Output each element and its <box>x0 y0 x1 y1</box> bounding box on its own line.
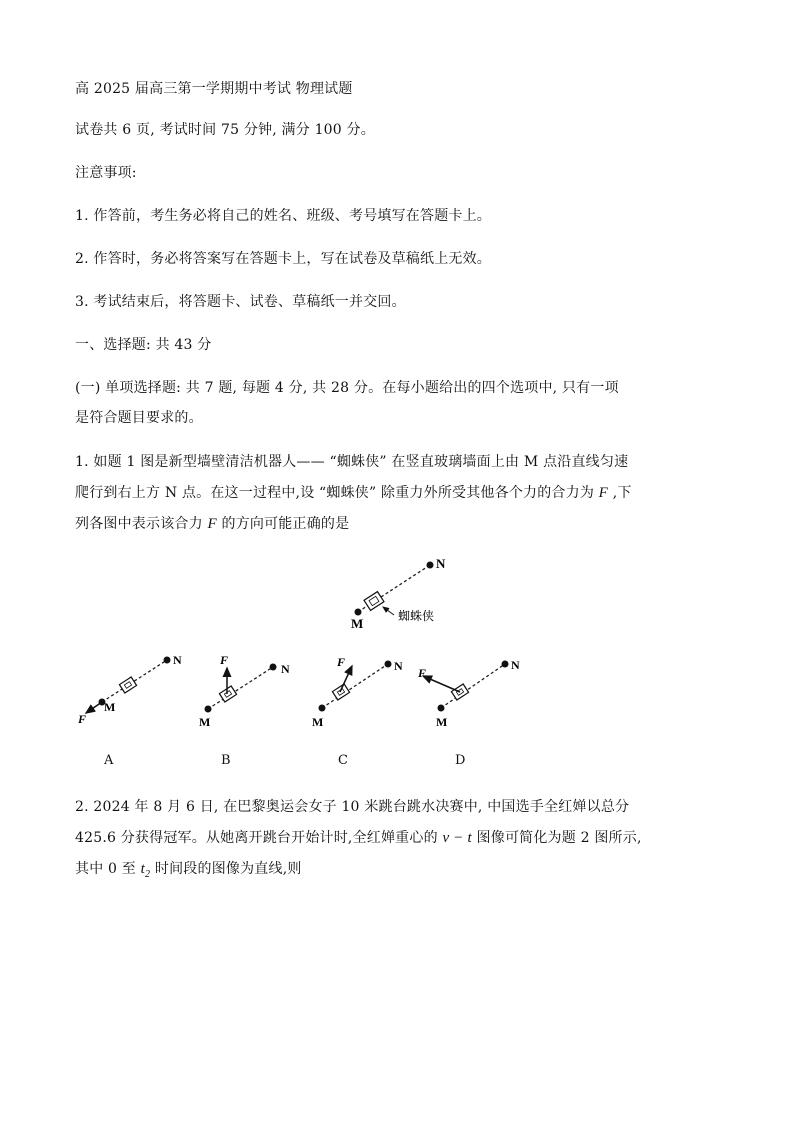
q2-var-t2: $t_2$ <box>140 861 151 880</box>
svg-text:F: F <box>337 655 346 669</box>
q2-text-line2: 425.6 分获得冠军。从她离开跳台开始计时,全红婵重心的 v − t 图像可简化为题 2 图所示, <box>75 830 642 846</box>
option-d-diagram <box>417 658 520 729</box>
option-label-b: B <box>221 753 231 768</box>
point-m <box>355 609 362 616</box>
q1-figure <box>0 540 794 800</box>
page-title: 高 2025 届高三第一学期期中考试 物理试题 <box>75 81 353 97</box>
section-instructions-line2: 是符合题目要求的。 <box>75 410 203 426</box>
svg-text:F: F <box>78 712 87 726</box>
note-item-2: 2. 作答时，务必将答案写在答题卡上，写在试卷及草稿纸上无效。 <box>75 251 492 267</box>
force-arrow-d <box>423 676 460 692</box>
note-item-1: 1. 作答前，考生务必将自己的姓名、班级、考号填写在答题卡上。 <box>75 208 492 224</box>
svg-text:N: N <box>511 658 520 672</box>
q1-text-line1: 1. 如题 1 图是新型墙壁清洁机器人—— “蜘蛛侠” 在竖直玻璃墙面上由 M 点沿直线匀速 <box>75 454 629 470</box>
q1-var-f2: F <box>207 516 217 532</box>
option-c-diagram <box>312 655 403 729</box>
robot-box <box>364 592 384 611</box>
section-title: 一、选择题: 共 43 分 <box>75 337 212 353</box>
notes-title: 注意事项: <box>75 165 137 181</box>
q2-text-line1: 2. 2024 年 8 月 6 日, 在巴黎奥运会女子 10 米跳台跳水决赛中, 中国选手全红婵以总分 <box>75 799 630 815</box>
q1-var-f: F <box>598 485 609 501</box>
label-m: M <box>351 616 364 631</box>
note-item-3: 3. 考试结束后，将答题卡、试卷、草稿纸一并交回。 <box>75 294 406 310</box>
svg-text:N: N <box>394 659 403 673</box>
option-label-a: A <box>104 753 114 768</box>
q2-var-vt: v − t <box>442 830 472 846</box>
main-diagram <box>351 556 446 631</box>
robot-label: 蜘蛛侠 <box>398 609 435 623</box>
label-n: N <box>436 556 446 571</box>
svg-text:M: M <box>199 715 211 729</box>
section-instructions-line1: (一) 单项选择题: 共 7 题, 每题 4 分, 共 28 分。在每小题给出的四个选项中, 只有一项 <box>75 380 619 396</box>
svg-text:N: N <box>173 653 182 667</box>
force-arrow-a <box>86 702 102 713</box>
option-b-diagram <box>199 653 290 729</box>
q2-text-line3: 其中 0 至 $t_2$ 时间段的图像为直线,则 <box>75 861 302 880</box>
point-n <box>427 562 434 569</box>
option-a-diagram <box>77 653 182 726</box>
svg-text:F: F <box>418 666 427 680</box>
option-label-c: C <box>338 753 348 768</box>
svg-text:N: N <box>281 662 290 676</box>
q1-text-line2: 爬行到右上方 N 点。在这一过程中,设 “蜘蛛侠” 除重力外所受其他各个力的合力为 F ,下 <box>75 485 632 501</box>
q1-text-line3: 列各图中表示该合力 F 的方向可能正确的是 <box>75 516 350 532</box>
svg-text:M: M <box>312 715 324 729</box>
option-label-d: D <box>455 753 466 768</box>
svg-text:M: M <box>104 700 116 714</box>
svg-text:F: F <box>220 653 229 667</box>
svg-text:M: M <box>436 715 448 729</box>
exam-info: 试卷共 6 页, 考试时间 75 分钟, 满分 100 分。 <box>75 122 375 138</box>
